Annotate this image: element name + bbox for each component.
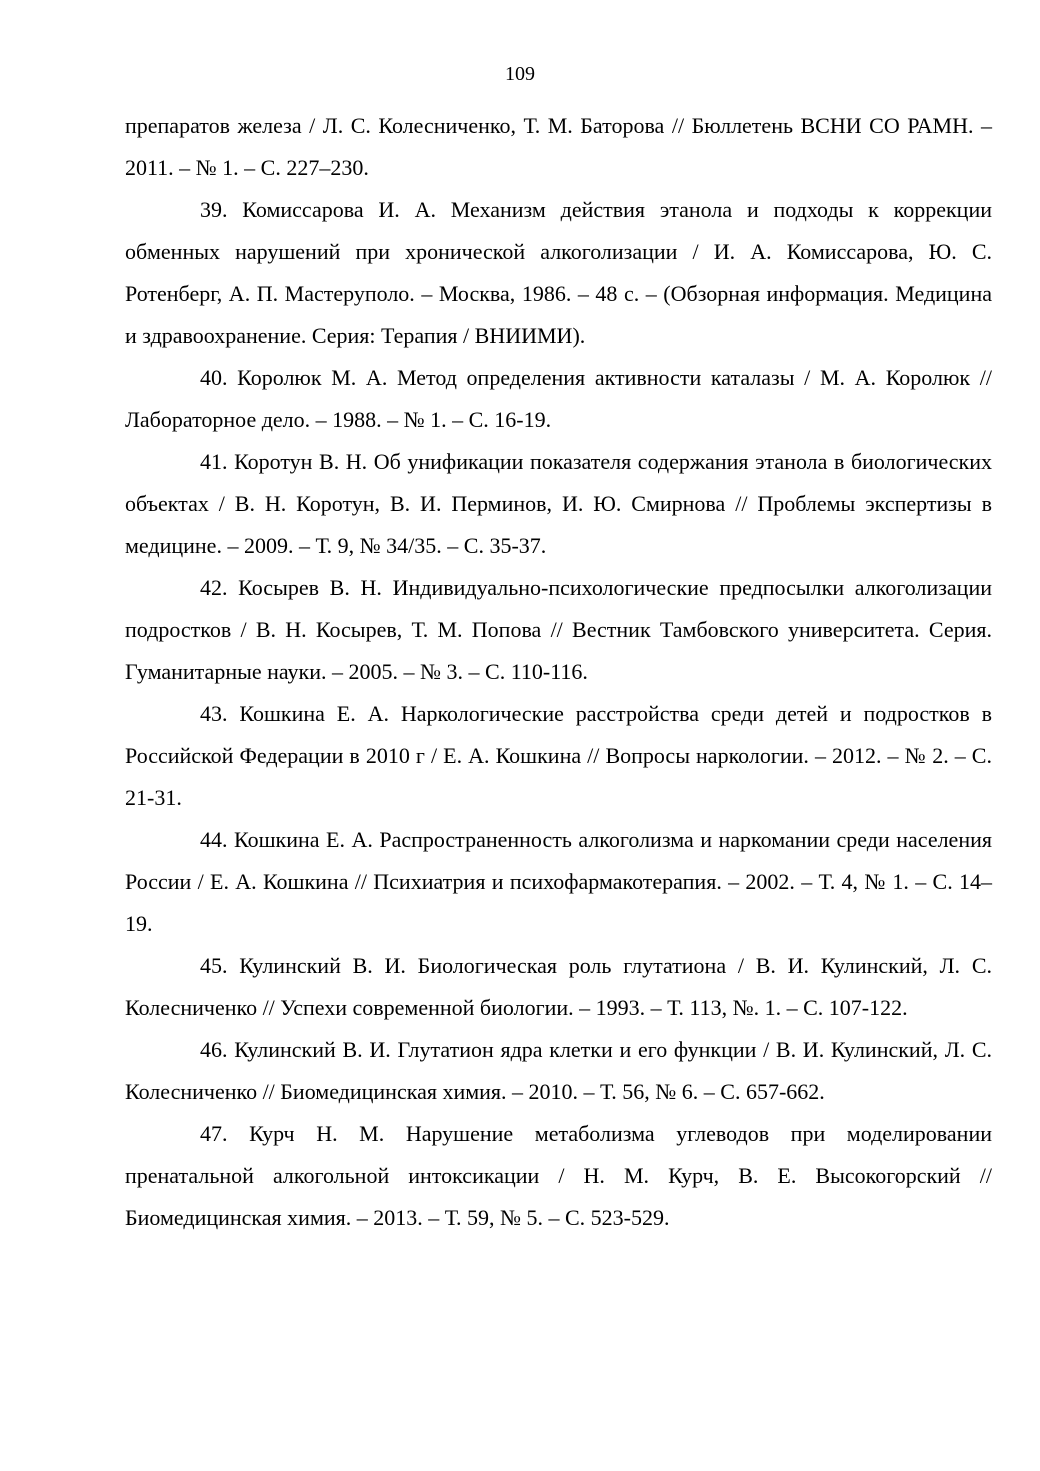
reference-41: 41. Коротун В. Н. Об унификации показателя содержания этанола в биологических объектах / В. Н. Коротун, В. И. Перминов, И. Ю. Смирнова // Проблемы экспертизы в медицине. – 2009. – Т. 9, № 34/35. – С. 35-37. bbox=[125, 449, 992, 558]
reference-list bbox=[125, 105, 992, 1239]
reference-44: 44. Кошкина Е. А. Распространенность алкоголизма и наркомании среди населения России / Е. А. Кошкина // Психиатрия и психофармакотерапия. – 2002. – Т. 4, № 1. – С. 14–19. bbox=[125, 827, 992, 936]
reference-40: 40. Королюк М. А. Метод определения активности каталазы / М. А. Королюк // Лабораторное дело. – 1988. – № 1. – С. 16-19. bbox=[125, 365, 992, 432]
reference-45: 45. Кулинский В. И. Биологическая роль глутатиона / В. И. Кулинский, Л. С. Колесниченко // Успехи современной биологии. – 1993. – Т. 113, №. 1. – С. 107-122. bbox=[125, 953, 992, 1020]
reference-47: 47. Курч Н. М. Нарушение метаболизма углеводов при моделировании пренатальной алкогольной интоксикации / Н. М. Курч, В. Е. Высокогорский // Биомедицинская химия. – 2013. – Т. 59, № 5. – С. 523-529. bbox=[125, 1121, 992, 1230]
reference-39: 39. Комиссарова И. А. Механизм действия этанола и подходы к коррекции обменных нарушений при хронической алкоголизации / И. А. Комиссарова, Ю. С. Ротенберг, А. П. Мастеруполо. – Москва, 1986. – 48 с. – (Обзорная информация. Медицина и здравоохранение. Серия: Терапия / ВНИИМИ). bbox=[125, 197, 992, 348]
reference-43: 43. Кошкина Е. А. Наркологические расстройства среди детей и подростков в Российской Федерации в 2010 г / Е. А. Кошкина // Вопросы наркологии. – 2012. – № 2. – С. 21-31. bbox=[125, 701, 992, 810]
reference-46: 46. Кулинский В. И. Глутатион ядра клетки и его функции / В. И. Кулинский, Л. С. Колесниченко // Биомедицинская химия. – 2010. – Т. 56, № 6. – С. 657-662. bbox=[125, 1037, 992, 1104]
page-number: 109 bbox=[505, 63, 535, 85]
reference-42: 42. Косырев В. Н. Индивидуально-психологические предпосылки алкоголизации подростков / В. Н. Косырев, Т. М. Попова // Вестник Тамбовского университета. Серия. Гуманитарные науки. – 2005. – № 3. – С. 110-116. bbox=[125, 575, 992, 684]
reference-38-continuation: препаратов железа / Л. С. Колесниченко, Т. М. Баторова // Бюллетень ВСНИ СО РАМН. – 2011. – № 1. – С. 227–230. bbox=[125, 113, 992, 180]
